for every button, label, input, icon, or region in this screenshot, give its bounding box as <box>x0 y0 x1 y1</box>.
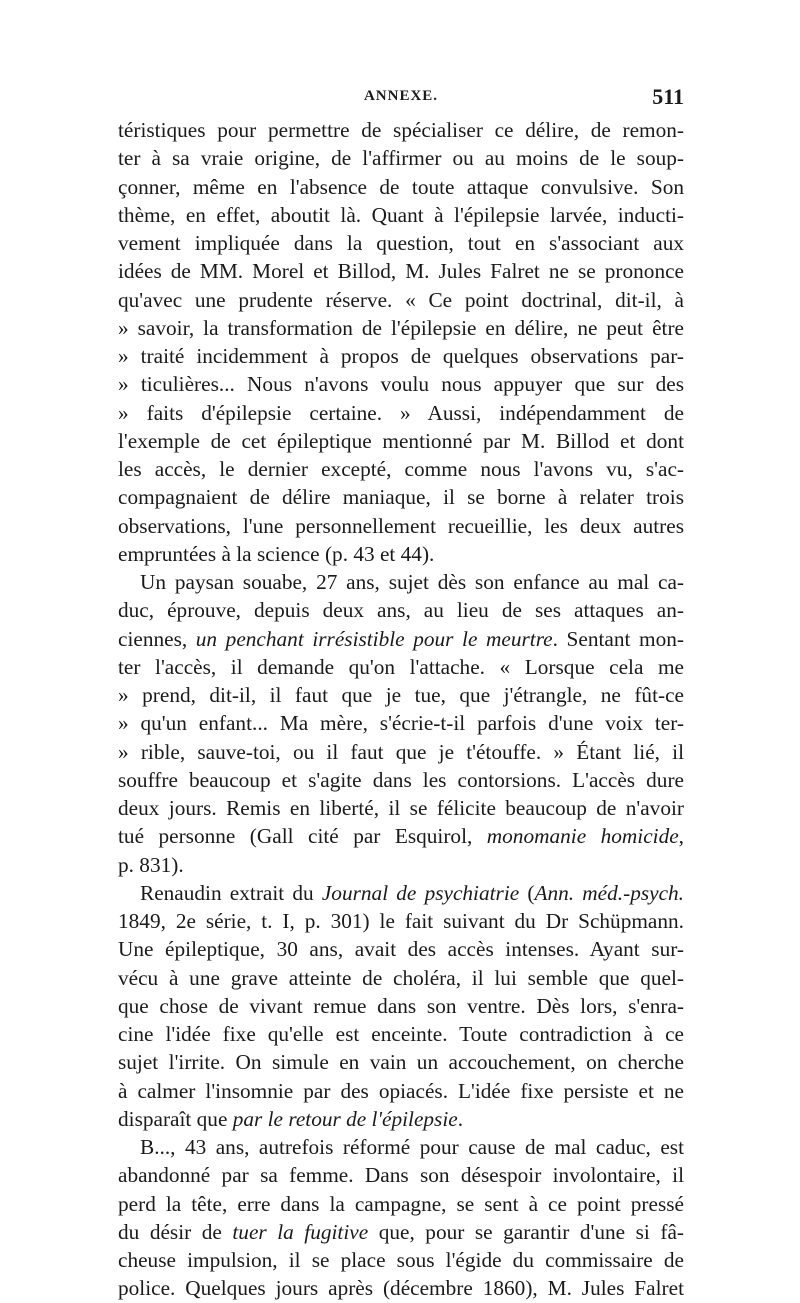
text-line: Un paysan souabe, 27 ans, sujet dès son enfance au mal ca- <box>140 570 684 594</box>
text-line: abandonné par sa femme. Dans son désespoir involontaire, il <box>118 1163 684 1188</box>
text-line: » qu'un enfant... Ma mère, s'écrie-t-il parfois d'une voix ter- <box>118 711 684 736</box>
text-line: que chose de vivant remue dans son ventre. Dès lors, s'enra- <box>118 993 684 1018</box>
text-run: . Sentant mon- <box>552 626 684 651</box>
text-run: , <box>678 824 684 849</box>
text-line <box>118 879 684 907</box>
text-line: empruntées à la science (p. 43 et 44). <box>118 541 435 566</box>
italic-text-run: Ann. méd.-psych. <box>534 880 685 905</box>
text-line: souffre beaucoup et s'agite dans les contorsions. L'accès dure <box>118 767 684 792</box>
body-text <box>118 116 684 1303</box>
italic-text-run: tuer la fugitive <box>232 1219 369 1244</box>
text-line: vement impliquée dans la question, tout en s'associant aux <box>118 231 684 255</box>
text-line: thème, en effet, aboutit là. Quant à l'épilepsie larvée, inducti- <box>118 202 684 227</box>
text-line: » ticulières... Nous n'avons voulu nous appuyer que sur des <box>118 372 684 397</box>
text-line: duc, éprouve, depuis deux ans, au lieu de ses attaques an- <box>118 598 684 623</box>
text-line: » savoir, la transformation de l'épilepsie en délire, ne peut être <box>118 315 684 340</box>
text-run: tué personne (Gall cité par Esquirol, <box>118 824 487 849</box>
text-run: Renaudin extrait du <box>140 880 322 905</box>
text-line: » faits d'épilepsie certaine. » Aussi, indépendamment de <box>118 400 684 425</box>
text-run: du désir de <box>118 1219 233 1244</box>
text-line: idées de MM. Morel et Billod, M. Jules Falret ne se prononce <box>118 259 684 284</box>
running-title: ANNEXE. <box>363 88 439 104</box>
text-line <box>118 822 684 850</box>
text-run: ( <box>519 880 535 905</box>
text-run: ciennes, <box>118 626 196 651</box>
text-line: compagnaient de délire maniaque, il se borne à relater trois <box>118 485 684 510</box>
text-run: que, pour se garantir d'une si fâ- <box>368 1219 684 1244</box>
running-head <box>118 82 684 114</box>
text-line: 1849, 2e série, t. I, p. 301) le fait suivant du Dr Schüpmann. <box>118 909 684 933</box>
text-run: disparaît que <box>118 1106 233 1131</box>
text-line: vécu à une grave atteinte de choléra, il lui semble que quel- <box>118 965 684 990</box>
text-line <box>118 1105 684 1133</box>
italic-text-run: monomanie homicide <box>486 824 679 849</box>
text-line: » prend, dit-il, il faut que je tue, que j'étrangle, ne fût-ce <box>118 683 684 707</box>
text-line: » traité incidemment à propos de quelques observations par- <box>118 344 684 368</box>
text-line: deux jours. Remis en liberté, il se félicite beaucoup de n'avoir <box>118 796 684 820</box>
text-line: sujet l'irrite. On simule en vain un accouchement, on cherche <box>118 1050 684 1075</box>
text-line: ter l'accès, il demande qu'on l'attache. « Lorsque cela me <box>118 654 684 679</box>
text-line: perd la tête, erre dans la campagne, se sent à ce point pressé <box>118 1191 684 1216</box>
text-line: » rible, sauve-toi, ou il faut que je t'étouffe. » Étant lié, il <box>118 739 684 764</box>
text-line: cheuse impulsion, il se place sous l'égide du commissaire de <box>118 1248 684 1272</box>
italic-text-run: par le retour de l'épilepsie <box>232 1106 458 1131</box>
text-line: p. 831). <box>118 852 184 877</box>
text-line: à calmer l'insomnie par des opiacés. L'idée fixe persiste et ne <box>118 1078 684 1103</box>
italic-text-run: un penchant irrésistible pour le meurtre <box>195 626 553 651</box>
text-line: les accès, le dernier excepté, comme nous l'avons vu, s'ac- <box>118 457 684 481</box>
text-line: police. Quelques jours après (décembre 1860), M. Jules Falret <box>118 1276 684 1301</box>
italic-text-run: Journal de psychiatrie <box>321 880 520 905</box>
text-line: B..., 43 ans, autrefois réformé pour cause de mal caduc, est <box>140 1135 684 1159</box>
text-line: Une épileptique, 30 ans, avait des accès intenses. Ayant sur- <box>118 937 684 962</box>
text-run: . <box>457 1106 464 1131</box>
text-line: l'exemple de cet épileptique mentionné par M. Billod et dont <box>118 428 684 453</box>
text-line: ter à sa vraie origine, de l'affirmer ou au moins de le soup- <box>118 146 684 171</box>
page-number: 511 <box>652 84 684 109</box>
text-line: qu'avec une prudente réserve. « Ce point doctrinal, dit-il, à <box>118 287 684 312</box>
text-line: observations, l'une personnellement recueillie, les deux autres <box>118 513 684 538</box>
text-line <box>118 1218 684 1246</box>
text-line <box>118 625 684 653</box>
text-line: cine l'idée fixe qu'elle est enceinte. Toute contradiction à ce <box>118 1022 684 1046</box>
text-line: çonner, même en l'absence de toute attaque convulsive. Son <box>118 174 684 199</box>
text-line: téristiques pour permettre de spécialiser ce délire, de remon- <box>118 118 684 142</box>
